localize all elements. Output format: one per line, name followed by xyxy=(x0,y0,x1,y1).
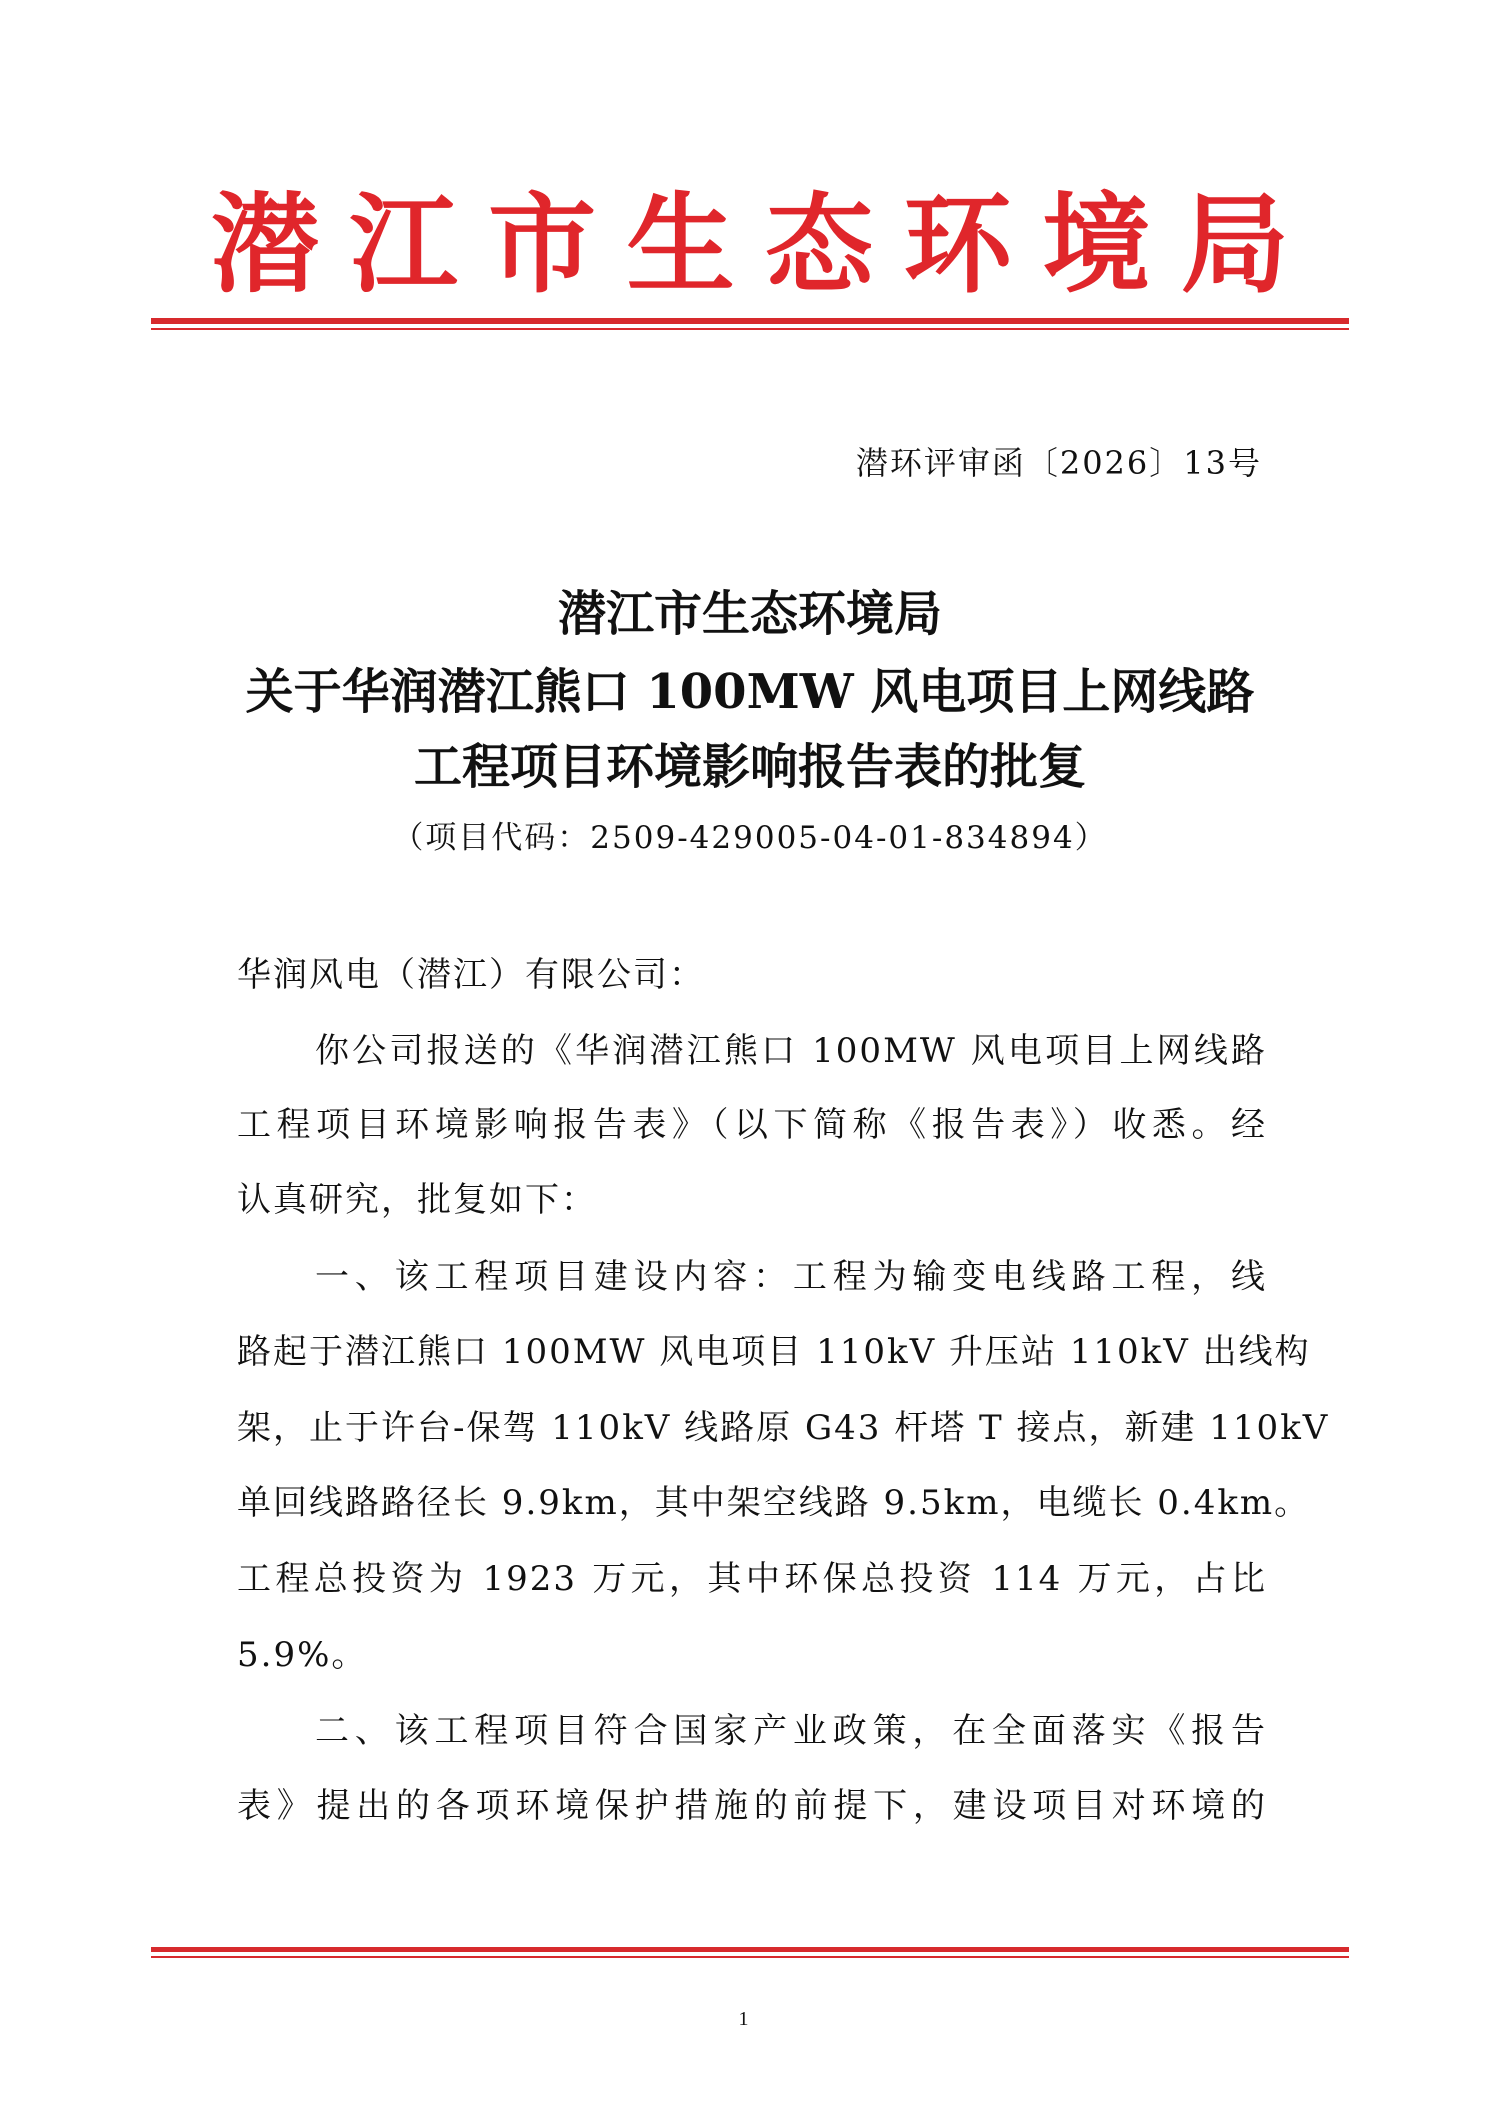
red-header-rule xyxy=(151,318,1349,324)
paragraph-line: 认真研究，批复如下： xyxy=(237,1180,597,1220)
paragraph-line: 架，止于许台-保驾 110kV 线路原 G43 杆塔 T 接点，新建 110kV xyxy=(237,1408,1330,1448)
masthead-char: 江 xyxy=(349,182,458,308)
red-footer-rule-thin xyxy=(151,1956,1349,1958)
project-code: （项目代码：2509-429005-04-01-834894） xyxy=(392,820,1108,856)
masthead-char: 境 xyxy=(1042,182,1151,308)
paragraph-line: 一、该工程项目建设内容：工程为输变电线路工程，线 xyxy=(315,1257,1267,1297)
masthead-char: 环 xyxy=(903,182,1012,308)
paragraph-line: 单回线路路径长 9.9km，其中架空线路 9.5km，电缆长 0.4km。 xyxy=(237,1483,1311,1523)
paragraph-line: 二、该工程项目符合国家产业政策，在全面落实《报告 xyxy=(315,1711,1267,1751)
document-title-line-1: 潜江市生态环境局 xyxy=(557,586,942,642)
masthead-char: 潜 xyxy=(210,182,319,308)
paragraph-line: 路起于潜江熊口 100MW 风电项目 110kV 升压站 110kV 出线构 xyxy=(237,1332,1311,1372)
masthead-char: 生 xyxy=(626,182,735,308)
page-number: 1 xyxy=(738,2008,749,2030)
masthead-char: 局 xyxy=(1180,182,1289,308)
addressee: 华润风电（潜江）有限公司： xyxy=(237,955,705,995)
document-title-line-3: 工程项目环境影响报告表的批复 xyxy=(413,739,1086,795)
masthead-char: 态 xyxy=(765,182,874,308)
paragraph-line: 工程总投资为 1923 万元，其中环保总投资 114 万元，占比 xyxy=(237,1559,1267,1599)
paragraph-line: 5.9%。 xyxy=(237,1635,368,1675)
masthead-title xyxy=(205,182,1295,308)
paragraph-line: 工程项目环境影响报告表》（以下简称《报告表》）收悉。经 xyxy=(237,1105,1267,1145)
red-header-rule-thin xyxy=(151,328,1349,330)
document-title-line-2: 关于华润潜江熊口 100MW 风电项目上网线路 xyxy=(245,664,1255,720)
masthead-char: 市 xyxy=(488,182,597,308)
paragraph-line: 表》提出的各项环境保护措施的前提下，建设项目对环境的 xyxy=(237,1786,1267,1826)
document-number: 潜环评审函〔2026〕13号 xyxy=(855,444,1262,482)
red-footer-rule xyxy=(151,1947,1349,1952)
paragraph-line: 你公司报送的《华润潜江熊口 100MW 风电项目上网线路 xyxy=(315,1031,1267,1071)
